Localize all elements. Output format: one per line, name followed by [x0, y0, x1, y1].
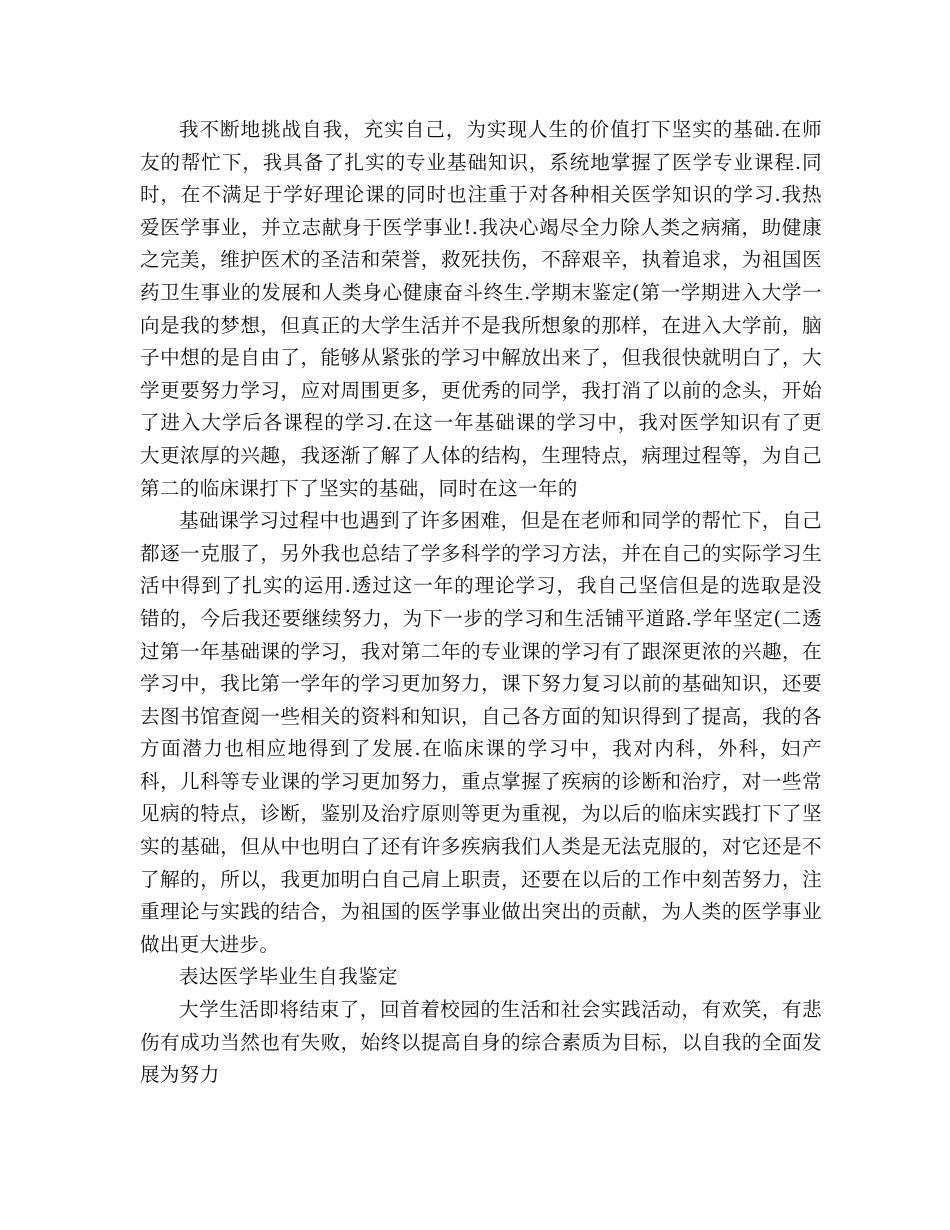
- body-paragraph-3: 大学生活即将结束了，回首着校园的生活和社会实践活动，有欢笑，有悲伤有成功当然也有失败，始终以提高自身的综合素质为目标，以自我的全面发展为努力: [140, 998, 822, 1087]
- section-heading: 表达医学毕业生自我鉴定: [179, 965, 398, 989]
- document-body: [140, 114, 822, 1092]
- body-paragraph-2: 基础课学习过程中也遇到了许多困难，但是在老师和同学的帮忙下，自己都逐一克服了，另外我也总结了学多科学的学习方法，并在自己的实际学习生活中得到了扎实的运用.透过这一年的理论学习，我自己坚信但是的选取是没错的，今后我还要继续努力，为下一步的学习和生活铺平道路.学年坚定(二透过第一年基础课的学习，我对第二年的专业课的学习有了跟深更浓的兴趣，在学习中，我比第一学年的学习更加努力，课下努力复习以前的基础知识，还要去图书馆查阅一些相关的资料和知识，自己各方面的知识得到了提高，我的各方面潜力也相应地得到了发展.在临床课的学习中，我对内科，外科，妇产科，儿科等专业课的学习更加努力，重点掌握了疾病的诊断和治疗，对一些常见病的特点，诊断，鉴别及治疗原则等更为重视，为以后的临床实践打下了坚实的基础，但从中也明白了还有许多疾病我们人类是无法克服的，对它还是不了解的，所以，我更加明白自己肩上职责，还要在以后的工作中刻苦努力，注重理论与实践的结合，为祖国的医学事业做出突出的贡献，为人类的医学事业做出更大进步。: [140, 509, 822, 956]
- body-paragraph-1: 我不断地挑战自我，充实自己，为实现人生的价值打下坚实的基础.在师友的帮忙下，我具备了扎实的专业基础知识，系统地掌握了医学专业课程.同时，在不满足于学好理论课的同时也注重于对各种相关医学知识的学习.我热爱医学事业，并立志献身于医学事业!.我决心竭尽全力除人类之病痛，助健康之完美，维护医术的圣洁和荣誉，救死扶伤，不辞艰辛，执着追求，为祖国医药卫生事业的发展和人类身心健康奋斗终生.学期末鉴定(第一学期进入大学一向是我的梦想，但真正的大学生活并不是我所想象的那样，在进入大学前，脑子中想的是自由了，能够从紧张的学习中解放出来了，但我很快就明白了，大学更要努力学习，应对周围更多，更优秀的同学，我打消了以前的念头，开始了进入大学后各课程的学习.在这一年基础课的学习中，我对医学知识有了更大更浓厚的兴趣，我逐渐了解了人体的结构，生理特点，病理过程等，为自己第二的临床课打下了坚实的基础，同时在这一年的: [140, 118, 822, 500]
